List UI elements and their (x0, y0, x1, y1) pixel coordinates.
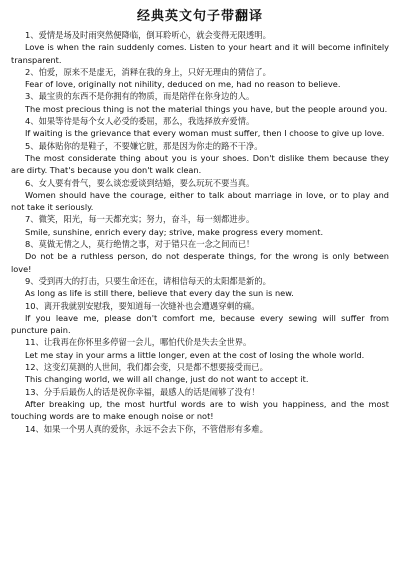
entry-chinese: 14、如果一个男人真的爱你，永远不会去下你，不管借形有多难。 (25, 423, 268, 434)
entry-chinese: 4、如果等待是每个女人必受的委屈，那么，我选择放弃爱情。 (25, 116, 255, 127)
entry-english: Love is when the rain suddenly comes. Listen to your heart and it will become infinitely transparent. (11, 42, 389, 65)
entry-chinese: 8、莫做无情之人，莫行绝情之事，对于错只在一念之间而已！ (25, 239, 255, 250)
entry-english: Women should have the courage, either to talk about marriage in love, or to play and not take it seriously. (11, 189, 389, 213)
entry-chinese: 9、受到再大的打击，只要生命还在，请相信每天的太阳都是新的。 (25, 275, 271, 286)
entry-12 (11, 361, 389, 386)
entry-10 (11, 300, 389, 337)
entry-5 (11, 140, 389, 177)
entry-chinese: 13、分手后最伤人的话是祝你幸福，最感人的话是闹够了没有！ (25, 386, 260, 397)
document-title: 经典英文句子带翻译 (136, 9, 263, 24)
entry-3 (11, 90, 389, 115)
entry-chinese: 2、怕爱，原来不是虚无，消释在我的身上，只好无理由的猜信了。 (25, 66, 271, 77)
entry-6 (11, 177, 389, 214)
entry-chinese: 7、微笑，阳光，每一天都充实；努力，奋斗，每一刻都进步。 (25, 214, 255, 225)
entry-8 (11, 238, 389, 275)
entry-chinese: 11、让我再在你怀里多停留一会儿，哪怕代价是失去全世界。 (25, 337, 252, 348)
entry-9 (11, 275, 389, 300)
entry-english: Fear of love, originally not nihility, deduced on me, had no reason to believe. (25, 79, 341, 90)
entry-english: Let me stay in your arms a little longer, even at the cost of losing the whole world. (25, 349, 365, 360)
entry-2 (11, 66, 389, 91)
entry-english: The most considerate thing about you is your shoes. Don't dislike them because they are dirty. That's because you don't walk clean. (11, 152, 389, 176)
entry-english: As long as life is still there, believe that every day the sun is new. (25, 288, 294, 299)
entry-1 (11, 29, 389, 66)
entry-english: This changing world, we will all change, just do not want to accept it. (25, 374, 309, 385)
entry-chinese: 6、女人要有骨气，要么谈恋爱谈到结婚，要么玩玩不要当真。 (25, 177, 255, 188)
entry-13 (11, 386, 389, 423)
entry-14 (11, 423, 389, 435)
entry-chinese: 10、离开我就别安慰我，要知道每一次缝补也会遭遇穿刺的痛。 (25, 300, 260, 311)
entry-english: After breaking up, the most hurtful words are to wish you happiness, and the most touching words are to make enough noise or not! (11, 398, 389, 422)
entry-english: If waiting is the grievance that every woman must suffer, then I choose to give up love. (25, 128, 385, 139)
entry-english: If you leave me, please don't comfort me, because every sewing will suffer from puncture pain. (11, 312, 389, 336)
entry-english: Smile, sunshine, enrich every day; strive, make progress every moment. (25, 226, 324, 237)
entry-11 (11, 336, 389, 361)
entry-english: Do not be a ruthless person, do not desperate things, for the wrong is only between love! (11, 251, 389, 274)
entry-chinese: 5、最体贴你的是鞋子，不要嫌它脏，那是因为你走的路不干净。 (25, 140, 263, 151)
entry-4 (11, 115, 389, 140)
entry-chinese: 12、这变幻莫测的人世间，我们都会变，只是都不想要接受而已。 (25, 362, 268, 373)
entry-7 (11, 213, 389, 238)
entry-english: The most precious thing is not the material things you have, but the people around you. (25, 103, 388, 114)
entry-chinese: 3、最宝贵的东西不是你拥有的物质，而是陪伴在你身边的人。 (25, 91, 255, 102)
entry-chinese: 1、爱情是场及时雨突然便降临，倒耳聆听心，就会变得无限透明。 (25, 30, 271, 40)
